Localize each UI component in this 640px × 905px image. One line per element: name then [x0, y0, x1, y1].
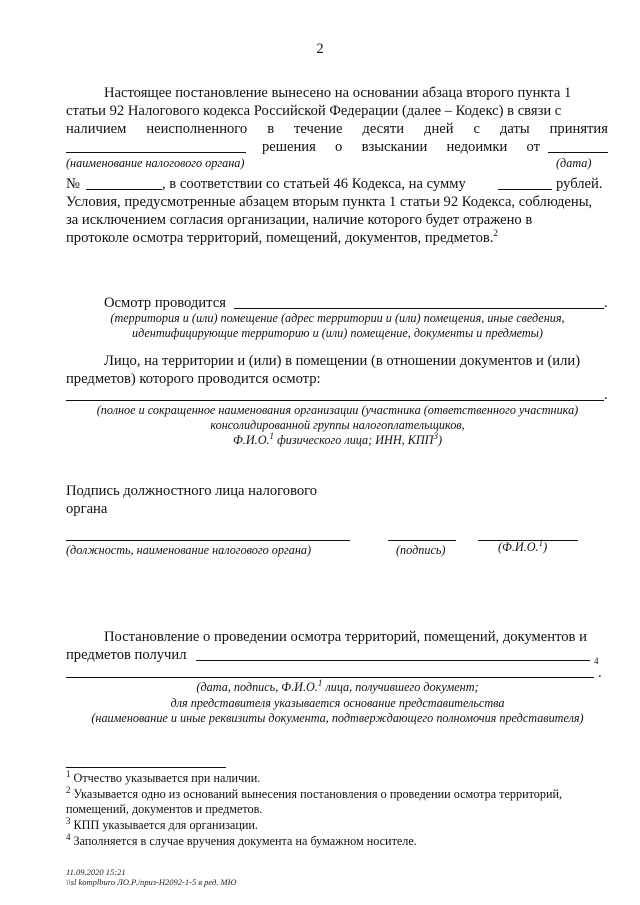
caption-close: ) [437, 433, 442, 447]
position-field[interactable] [66, 540, 350, 541]
inspection-place-field[interactable] [234, 308, 604, 309]
para1-line2: статьи 92 Налогового кодекса Российской Федерации (далее – Кодекс) в связи с [66, 103, 562, 119]
received-caption-2: для представителя указывается основание представительства [170, 696, 505, 710]
received-field-1[interactable] [196, 660, 590, 661]
caption-fio [498, 537, 548, 555]
meta-path: \\sl komplburo ЛО.Р./приз-Н2092-1-5 в ред. МЮ [66, 877, 237, 887]
footnote-1 [66, 768, 261, 786]
footnote-ref-4: 4 [594, 656, 599, 666]
footnote-text: Отчество указывается при наличии. [70, 771, 261, 785]
word: от [526, 139, 540, 155]
para1-line5-mid: , в соответствии со статьей 46 Кодекса, на сумму [162, 176, 466, 192]
fio-text: Ф.И.О. [233, 433, 270, 447]
para1-line3 [66, 120, 608, 138]
footnote-number: 4 [66, 831, 71, 842]
para1-line8 [66, 229, 498, 247]
decision-number-field[interactable] [86, 189, 162, 190]
received-caption-1 [60, 677, 615, 695]
person-name-field[interactable] [66, 400, 604, 401]
para1-line8-text: протоколе осмотра территорий, помещений, документов, предметов. [66, 230, 494, 246]
signature-line2: органа [66, 501, 108, 517]
date-field[interactable] [548, 152, 608, 153]
inspection-end: . [604, 295, 608, 311]
person-caption-2: консолидированной группы налогоплательщиков, [210, 418, 465, 432]
received-caption-3: (наименование и иные реквизиты документа, подтверждающего полномочия представителя) [91, 711, 584, 725]
para1-line1: Настоящее постановление вынесено на основании абзаца второго пункта 1 [104, 85, 572, 101]
footnote-text: помещений, документов и предметов. [66, 802, 263, 816]
received-line2: предметов получил [66, 647, 187, 663]
inspection-label: Осмотр проводится [104, 295, 226, 311]
footnote-text: Указывается одно из оснований вынесения постановления о проведении осмотра территорий, [70, 787, 563, 801]
footnote-ref-1: 1 [538, 537, 544, 548]
word: дней [424, 121, 454, 137]
footnote-ref-1: 1 [269, 430, 275, 441]
footnote-separator [66, 767, 226, 768]
amount-field[interactable] [498, 189, 552, 190]
word: недоимки [446, 139, 508, 155]
inspection-caption-1: (территория и (или) помещение (адрес территории и (или) помещения, иные сведения, [110, 311, 565, 325]
word: с [473, 121, 480, 137]
word: о [335, 139, 343, 155]
caption-close: ) [543, 540, 548, 554]
footnote-2 [66, 784, 563, 802]
footnote-number: 2 [66, 784, 71, 795]
footnote-2-cont [66, 802, 262, 817]
word: десяти [362, 121, 405, 137]
footnote-ref-3: 3 [433, 430, 438, 441]
caption-text: физического лица; ИНН, КПП [274, 433, 434, 447]
received-line1: Постановление о проведении осмотра территорий, помещений, документов и [104, 629, 587, 645]
footnote-number: 1 [66, 768, 71, 779]
word: решения [262, 139, 316, 155]
received-field-2[interactable] [66, 677, 594, 678]
person-line2: предметов) которого проводится осмотр: [66, 371, 321, 387]
word: наличием [66, 121, 127, 137]
received-end: . [598, 665, 602, 681]
caption-text: (дата, подпись, Ф.И.О. [196, 680, 318, 694]
tax-authority-field[interactable] [66, 152, 246, 153]
person-caption-1: (полное и сокращенное наименования организации (участника (ответственного участника) [96, 403, 579, 417]
caption-tax-authority: (наименование налогового органа) [66, 156, 245, 170]
word: принятия [549, 121, 608, 137]
meta-timestamp: 11.09.2020 15:21 [66, 867, 126, 877]
caption-date: (дата) [556, 156, 592, 170]
para1-line6: Условия, предусмотренные абзацем вторым пункта 1 статьи 92 Кодекса, соблюдены, [66, 194, 593, 210]
word: взыскании [361, 139, 428, 155]
signature-line1: Подпись должностного лица налогового [66, 483, 318, 499]
footnote-4 [66, 831, 417, 849]
footnote-text: Заполняется в случае вручения документа на бумажном носителе. [70, 834, 417, 848]
number-sign: № [66, 176, 80, 192]
para1-line5-end: рублей. [556, 176, 603, 192]
word: неисполненного [146, 121, 248, 137]
footnote-text: КПП указывается для организации. [70, 818, 258, 832]
person-end: . [604, 387, 608, 403]
caption-text: лица, получившего документ; [322, 680, 479, 694]
caption-signature: (подпись) [396, 543, 446, 557]
para1-line7: за исключением согласия организации, наличие которого будет отражено в [66, 212, 533, 228]
caption-position: (должность, наименование налогового органа) [66, 543, 312, 557]
word: в [267, 121, 275, 137]
para1-line4 [262, 138, 540, 156]
word: даты [499, 121, 530, 137]
footnote-ref-1: 1 [317, 677, 323, 688]
footnote-3 [66, 815, 258, 833]
person-line1: Лицо, на территории и (или) в помещении (в отношении документов и (или) [104, 353, 581, 369]
word: течение [294, 121, 343, 137]
inspection-caption-2: идентифицирующие территорию и (или) помещение, документы и предметы) [131, 326, 543, 340]
footnote-number: 3 [66, 815, 71, 826]
footnote-ref-2: 2 [493, 228, 498, 239]
person-caption-3 [60, 430, 615, 448]
page-number: 2 [316, 41, 324, 57]
fio-text: (Ф.И.О. [498, 540, 539, 554]
signature-field[interactable] [388, 540, 456, 541]
